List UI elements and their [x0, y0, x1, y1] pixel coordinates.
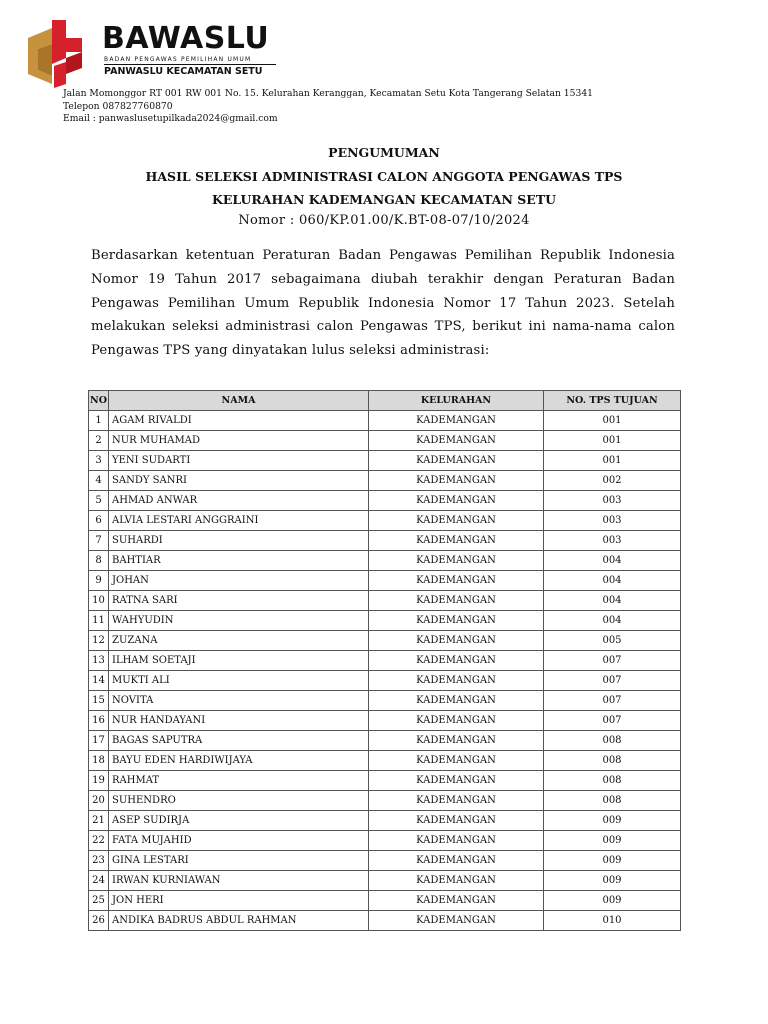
row-nama: GINA LESTARI [109, 851, 369, 871]
row-tps: 007 [544, 651, 681, 671]
row-nama: AHMAD ANWAR [109, 491, 369, 511]
row-tps: 007 [544, 691, 681, 711]
row-tps: 005 [544, 631, 681, 651]
row-kelurahan: KADEMANGAN [369, 851, 544, 871]
row-kelurahan: KADEMANGAN [369, 711, 544, 731]
row-kelurahan: KADEMANGAN [369, 891, 544, 911]
table-row [89, 791, 681, 811]
row-kelurahan: KADEMANGAN [369, 531, 544, 551]
row-tps: 009 [544, 871, 681, 891]
row-no: 8 [89, 551, 109, 571]
phone-line: Telepon 087827760870 [63, 100, 173, 112]
bawaslu-logo-icon [22, 18, 102, 88]
row-no: 26 [89, 911, 109, 931]
row-tps: 003 [544, 511, 681, 531]
table-row [89, 731, 681, 751]
row-no: 6 [89, 511, 109, 531]
row-tps: 009 [544, 851, 681, 871]
row-nama: BAHTIAR [109, 551, 369, 571]
row-tps: 004 [544, 591, 681, 611]
row-tps: 008 [544, 751, 681, 771]
row-no: 3 [89, 451, 109, 471]
intro-paragraph: Berdasarkan ketentuan Peraturan Badan Pengawas Pemilihan Republik Indonesia Nomor 19 Tahun 2017 sebagaimana diubah terakhir dengan Peraturan Badan Pengawas Pemilihan Umum Republik Indonesia Nomor 17 Tahun 2023. Setelah melakukan seleksi administrasi calon Pengawas TPS, berikut ini nama-nama calon Pengawas TPS yang dinyatakan lulus seleksi administrasi: [91, 248, 675, 359]
row-kelurahan: KADEMANGAN [369, 651, 544, 671]
table-row [89, 571, 681, 591]
row-no: 16 [89, 711, 109, 731]
row-nama: RAHMAT [109, 771, 369, 791]
table-row [89, 811, 681, 831]
row-tps: 004 [544, 571, 681, 591]
row-nama: AGAM RIVALDI [109, 411, 369, 431]
row-no: 9 [89, 571, 109, 591]
row-no: 4 [89, 471, 109, 491]
row-no: 13 [89, 651, 109, 671]
row-no: 22 [89, 831, 109, 851]
row-tps: 004 [544, 611, 681, 631]
row-no: 25 [89, 891, 109, 911]
row-no: 11 [89, 611, 109, 631]
row-kelurahan: KADEMANGAN [369, 811, 544, 831]
row-nama: JON HERI [109, 891, 369, 911]
row-tps: 009 [544, 831, 681, 851]
row-nama: ZUZANA [109, 631, 369, 651]
row-no: 21 [89, 811, 109, 831]
row-kelurahan: KADEMANGAN [369, 411, 544, 431]
title-pengumuman: PENGUMUMAN [328, 145, 440, 160]
row-nama: SANDY SANRI [109, 471, 369, 491]
row-no: 17 [89, 731, 109, 751]
row-nama: ASEP SUDIRJA [109, 811, 369, 831]
row-kelurahan: KADEMANGAN [369, 771, 544, 791]
row-tps: 004 [544, 551, 681, 571]
row-tps: 008 [544, 771, 681, 791]
row-kelurahan: KADEMANGAN [369, 491, 544, 511]
row-kelurahan: KADEMANGAN [369, 551, 544, 571]
row-nama: IRWAN KURNIAWAN [109, 871, 369, 891]
row-no: 19 [89, 771, 109, 791]
table-row [89, 671, 681, 691]
table-row [89, 471, 681, 491]
title-hasil-seleksi: HASIL SELEKSI ADMINISTRASI CALON ANGGOTA PENGAWAS TPS [145, 169, 623, 184]
row-kelurahan: KADEMANGAN [369, 731, 544, 751]
row-tps: 009 [544, 811, 681, 831]
table-row [89, 611, 681, 631]
row-nama: WAHYUDIN [109, 611, 369, 631]
row-kelurahan: KADEMANGAN [369, 871, 544, 891]
row-kelurahan: KADEMANGAN [369, 911, 544, 931]
row-kelurahan: KADEMANGAN [369, 751, 544, 771]
row-kelurahan: KADEMANGAN [369, 631, 544, 651]
row-nama: NUR MUHAMAD [109, 431, 369, 451]
row-nama: YENI SUDARTI [109, 451, 369, 471]
row-nama: ANDIKA BADRUS ABDUL RAHMAN [109, 911, 369, 931]
row-tps: 010 [544, 911, 681, 931]
title-nomor: Nomor : 060/KP.01.00/K.BT-08-07/10/2024 [238, 213, 530, 228]
brand-office: PANWASLU KECAMATAN SETU [104, 66, 263, 77]
row-tps: 001 [544, 451, 681, 471]
row-no: 7 [89, 531, 109, 551]
row-nama: ALVIA LESTARI ANGGRAINI [109, 511, 369, 531]
table-row [89, 691, 681, 711]
row-no: 12 [89, 631, 109, 651]
table-row [89, 651, 681, 671]
row-tps: 007 [544, 671, 681, 691]
table-row [89, 431, 681, 451]
header-kelurahan: KELURAHAN [369, 391, 544, 411]
email-line: Email : panwaslusetupilkada2024@gmail.com [63, 113, 278, 124]
row-nama: MUKTI ALI [109, 671, 369, 691]
table-row [89, 711, 681, 731]
row-nama: FATA MUJAHID [109, 831, 369, 851]
table-row [89, 531, 681, 551]
row-nama: ILHAM SOETAJI [109, 651, 369, 671]
row-nama: BAGAS SAPUTRA [109, 731, 369, 751]
table-row [89, 771, 681, 791]
row-no: 15 [89, 691, 109, 711]
row-nama: NUR HANDAYANI [109, 711, 369, 731]
header-nama: NAMA [109, 391, 369, 411]
table-row [89, 851, 681, 871]
table-row [89, 831, 681, 851]
table-row [89, 451, 681, 471]
table-row [89, 911, 681, 931]
table-row [89, 631, 681, 651]
row-tps: 009 [544, 891, 681, 911]
row-tps: 002 [544, 471, 681, 491]
row-tps: 003 [544, 531, 681, 551]
table-row [89, 411, 681, 431]
row-kelurahan: KADEMANGAN [369, 671, 544, 691]
table-row [89, 591, 681, 611]
table-header-row [89, 391, 681, 411]
row-no: 5 [89, 491, 109, 511]
row-no: 20 [89, 791, 109, 811]
row-no: 18 [89, 751, 109, 771]
row-kelurahan: KADEMANGAN [369, 571, 544, 591]
row-kelurahan: KADEMANGAN [369, 511, 544, 531]
row-tps: 007 [544, 711, 681, 731]
brand-name: BAWASLU [102, 21, 270, 56]
title-kelurahan: KELURAHAN KADEMANGAN KECAMATAN SETU [211, 192, 557, 207]
row-no: 2 [89, 431, 109, 451]
table-body [89, 411, 681, 931]
row-no: 24 [89, 871, 109, 891]
row-kelurahan: KADEMANGAN [369, 691, 544, 711]
row-kelurahan: KADEMANGAN [369, 791, 544, 811]
row-kelurahan: KADEMANGAN [369, 451, 544, 471]
row-nama: SUHENDRO [109, 791, 369, 811]
address-line: Jalan Momonggor RT 001 RW 001 No. 15. Kelurahan Keranggan, Kecamatan Setu Kota Tangerang Selatan 15341 [63, 88, 594, 99]
row-nama: RATNA SARI [109, 591, 369, 611]
table-row [89, 511, 681, 531]
brand-subtitle: BADAN PENGAWAS PEMILIHAN UMUM [104, 56, 252, 63]
table-row [89, 871, 681, 891]
announcement-titles [0, 144, 768, 234]
row-no: 10 [89, 591, 109, 611]
row-nama: JOHAN [109, 571, 369, 591]
table-row [89, 751, 681, 771]
row-tps: 001 [544, 411, 681, 431]
row-no: 14 [89, 671, 109, 691]
row-kelurahan: KADEMANGAN [369, 471, 544, 491]
row-tps: 003 [544, 491, 681, 511]
row-kelurahan: KADEMANGAN [369, 431, 544, 451]
candidate-table [88, 390, 681, 931]
row-nama: SUHARDI [109, 531, 369, 551]
table-row [89, 891, 681, 911]
row-nama: BAYU EDEN HARDIWIJAYA [109, 751, 369, 771]
row-tps: 008 [544, 731, 681, 751]
row-tps: 001 [544, 431, 681, 451]
row-tps: 008 [544, 791, 681, 811]
row-kelurahan: KADEMANGAN [369, 591, 544, 611]
header-tps: NO. TPS TUJUAN [544, 391, 681, 411]
letterhead [22, 18, 322, 88]
row-no: 1 [89, 411, 109, 431]
row-kelurahan: KADEMANGAN [369, 611, 544, 631]
contact-info [63, 88, 593, 126]
brand-divider [104, 64, 276, 65]
row-kelurahan: KADEMANGAN [369, 831, 544, 851]
table-row [89, 491, 681, 511]
header-no: NO [89, 391, 109, 411]
row-nama: NOVITA [109, 691, 369, 711]
row-no: 23 [89, 851, 109, 871]
table-row [89, 551, 681, 571]
